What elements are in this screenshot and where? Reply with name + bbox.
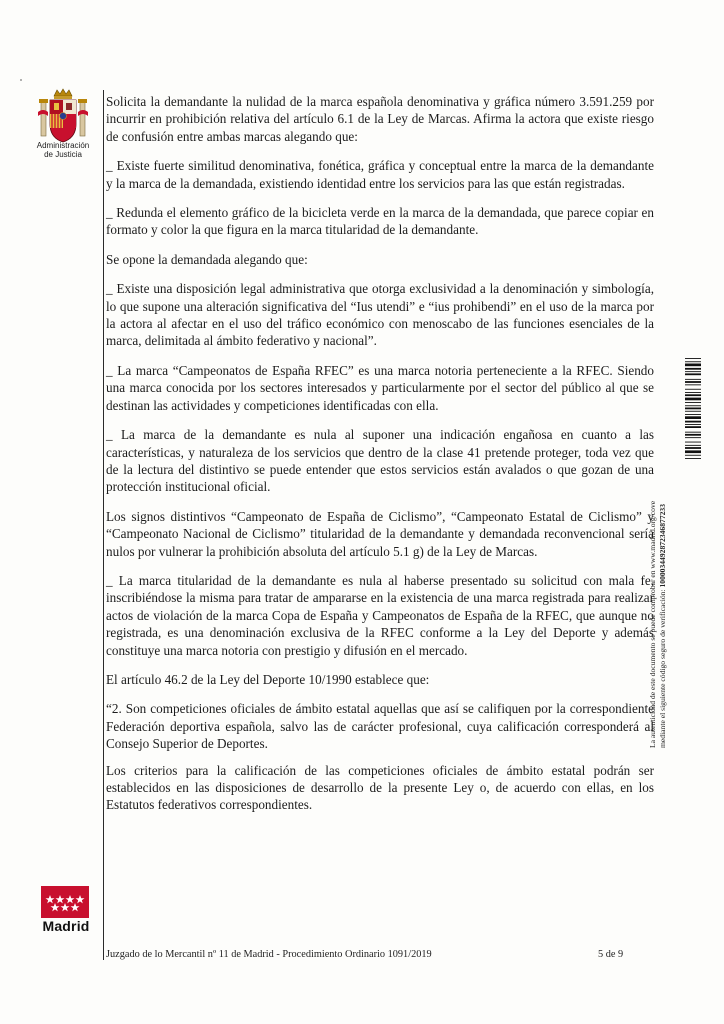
madrid-label: Madrid [42,918,90,934]
paragraph: _ La marca “Campeonatos de España RFEC” es una marca notoria perteneciente a la RFEC. Siendo una marca conocida por los sectores interesados y particularmente por el sector del público al que se destinan las actividades y competiciones identificadas con ella. [106,362,654,413]
paragraph: Se opone la demandada alegando que: [106,251,308,267]
quoted-paragraph: “2. Son competiciones oficiales de ámbito estatal aquellas que así se califiquen por la correspondiente Federación deportiva española, salvo las de carácter profesional, cuya calificación corresponderá al Consejo Superior de Deportes. [106,701,654,752]
quoted-paragraph: Los criterios para la calificación de las competiciones oficiales de ámbito estatal podrán ser establecidos en las disposiciones de desarrollo de la presente Ley o, de acuerdo con ellas, en los Estatutos federativos correspondientes. [106,762,654,813]
paragraph: _ La marca de la demandante es nula al suponer una indicación engañosa en cuanto a las características, y naturaleza de los servicios que dentro de la clase 41 pretende proteger, toda vez que de la lectura del distintivo se puede entender que estos servicios están avalados o que gozan de una protección institucional oficial. [106,427,654,495]
org-label-line2: de Justicia [44,150,82,159]
verification-note [648,448,668,748]
margin-rule [103,90,104,960]
document-body [106,93,654,826]
scan-speck [20,79,22,81]
paragraph: _ Redunda el elemento gráfico de la bicicleta verde en la marca de la demandada, que parece copiar en formato y color la que figura en la marca titularidad de la demandante. [106,205,654,238]
madrid-flag-icon [41,886,89,918]
verification-line1: La autenticidad de este documento se puede comprobar en www.madrid.org/cove [648,500,657,748]
verification-code: 1000034492872346877233 [658,503,667,588]
paragraph: Los signos distintivos “Campeonato de España de Ciclismo”, “Campeonato Estatal de Ciclismo” y “Campeonato Nacional de Ciclismo” titularidad de la demandante y demandada reconvencional sería nulos por vulnerar la prohibición absoluta del artículo 5.1 g) de la Ley de Marcas. [106,508,654,559]
paragraph: _ Existe una disposición legal administrativa que otorga exclusividad a la denominación y simbología, lo que supone una alteración significativa del “Ius utendi” e “ius prohibendi” en el uso de la marca por la actora al afectar en el uso del tráfico económico con menoscabo de las funciones esenciales de la marca, delimitada al ámbito federativo y nacional”. [106,281,654,349]
paragraph: _ Existe fuerte similitud denominativa, fonética, gráfica y conceptual entre la marca de la demandante y la marca de la demandada, existiendo identidad entre los servicios para las que están registradas. [106,158,654,191]
verification-prefix: mediante el siguiente código seguro de verificación: [658,589,667,748]
paragraph: Solicita la demandante la nulidad de la marca española denominativa y gráfica número 3.591.259 por incurrir en prohibición relativa del artículo 6.1 de la Ley de Marcas. Afirma la actora que existe riesgo de confusión entre ambas marcas alegando que: [106,94,654,144]
page-number: 5 de 9 [598,949,624,960]
barcode-icon [685,358,701,460]
verification-line2 [658,448,668,748]
org-label-line1: Administración [36,141,90,150]
coat-of-arms-icon [38,88,88,146]
case-reference: Juzgado de lo Mercantil nº 11 de Madrid - Procedimiento Ordinario 1091/2019 [106,949,432,960]
paragraph: _ La marca titularidad de la demandante es nula al haberse presentado su solicitud con mala fe, inscribiéndose la misma para tratar de ampararse en la existencia de una marca registrada para realizar actos de violación de la marca Copa de España y Campeonatos de España de la RFEC, que aunque no registrada, es una denominación exclusiva de la RFEC conforme a la Ley del Deporte y además constituye una marca notoria con prestigio y difusión en el mercado. [106,572,654,658]
org-label [30,141,96,159]
paragraph: El artículo 46.2 de la Ley del Deporte 10/1990 establece que: [106,671,430,687]
